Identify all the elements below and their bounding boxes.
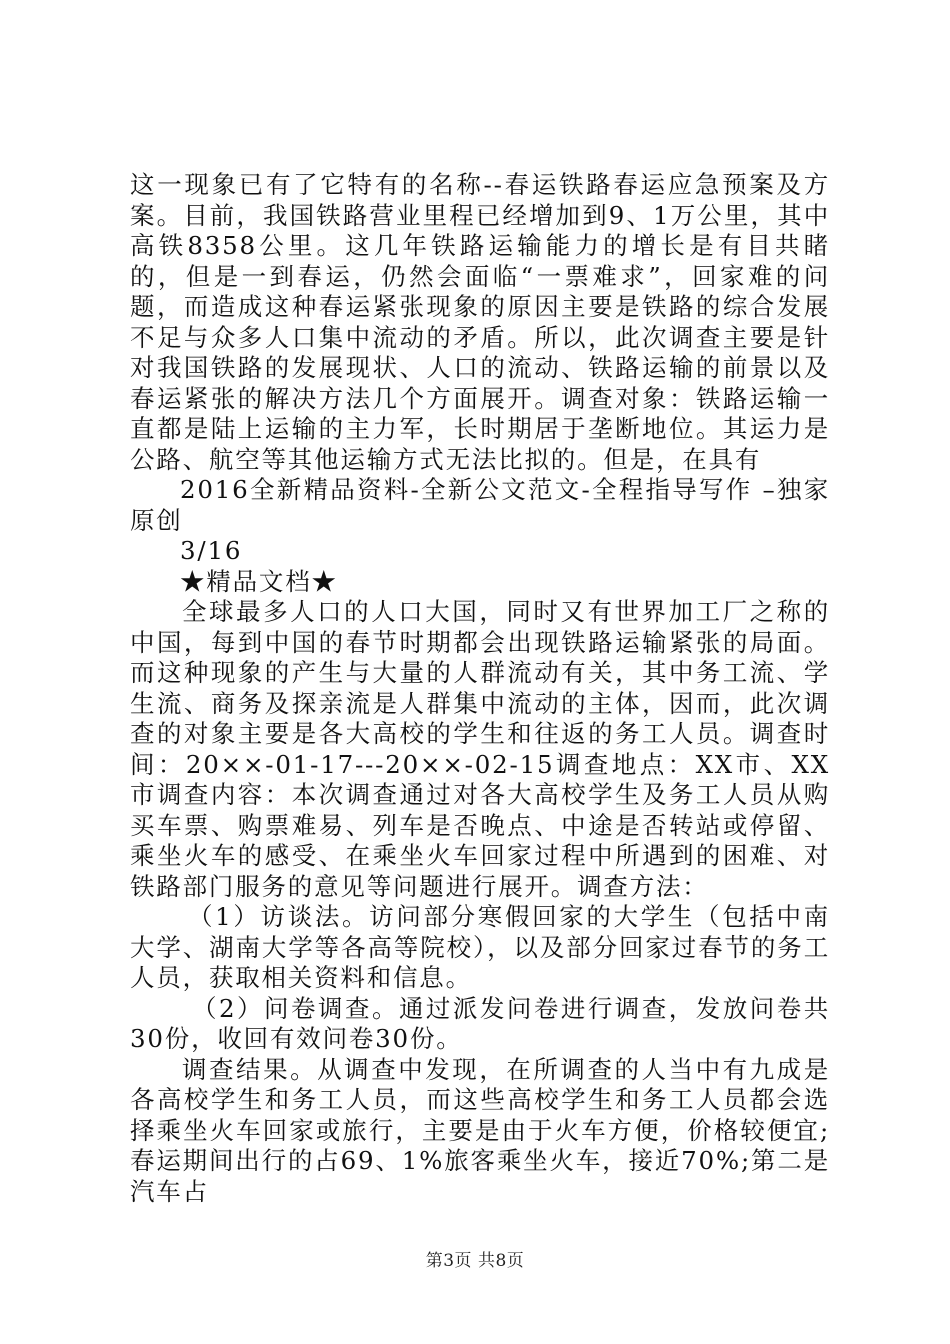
paragraph-results: 调查结果。从调查中发现，在所调查的人当中有九成是各高校学生和务工人员，而这些高校学生和务工人员都会选择乘坐火车回家或旅行，主要是由于火车方便，价格较便宜;春运期间出行的占69、1%旅客乘坐火车，接近70%;第二是汽车占 bbox=[130, 1054, 830, 1206]
paragraph: 这一现象已有了它特有的名称--春运铁路春运应急预案及方案。目前，我国铁路营业里程已经增加到9、1万公里，其中高铁8358公里。这几年铁路运输能力的增长是有目共睹的，但是一到春运，仍然会面临“一票难求”，回家难的问题，而造成这种春运紧张现象的原因主要是铁路的综合发展不足与众多人口集中流动的矛盾。所以，此次调查主要是针对我国铁路的发展现状、人口的流动、铁路运输的前景以及春运紧张的解决方法几个方面展开。调查对象：铁路运输一直都是陆上运输的主力军，长时期居于垄断地位。其运力是公路、航空等其他运输方式无法比拟的。但是，在具有 bbox=[130, 170, 830, 474]
paragraph-method-2: （2）问卷调查。通过派发问卷进行调查，发放问卷共30份，收回有效问卷30份。 bbox=[130, 993, 830, 1053]
page-count-note: 3/16 bbox=[180, 536, 243, 565]
doc-label: ★精品文档★ bbox=[180, 566, 338, 596]
document-body bbox=[130, 170, 830, 1207]
paragraph: 全球最多人口的人口大国，同时又有世界加工厂之称的中国，每到中国的春节时期都会出现铁路运输紧张的局面。而这种现象的产生与大量的人群流动有关，其中务工流、学生流、商务及探亲流是人群集中流动的主体，因而，此次调查的对象主要是各大高校的学生和往返的务工人员。调查时间：20××-01-17---20××-02-15调查地点：XX市、XX市调查内容：本次调查通过对各大高校学生及务工人员从购买车票、购票难易、列车是否晚点、中途是否转站或停留、乘坐火车的感受、在乘坐火车回家过程中所遇到的困难、对铁路部门服务的意见等问题进行展开。调查方法： bbox=[130, 597, 830, 901]
page-footer: 第3页 共8页 bbox=[425, 1251, 525, 1271]
paragraph-header-note: 2016全新精品资料-全新公文范文-全程指导写作 –独家原创 bbox=[130, 475, 830, 535]
paragraph-method-1: （1）访谈法。访问部分寒假回家的大学生（包括中南大学、湖南大学等各高等院校），以及部分回家过春节的务工人员，获取相关资料和信息。 bbox=[130, 902, 830, 992]
